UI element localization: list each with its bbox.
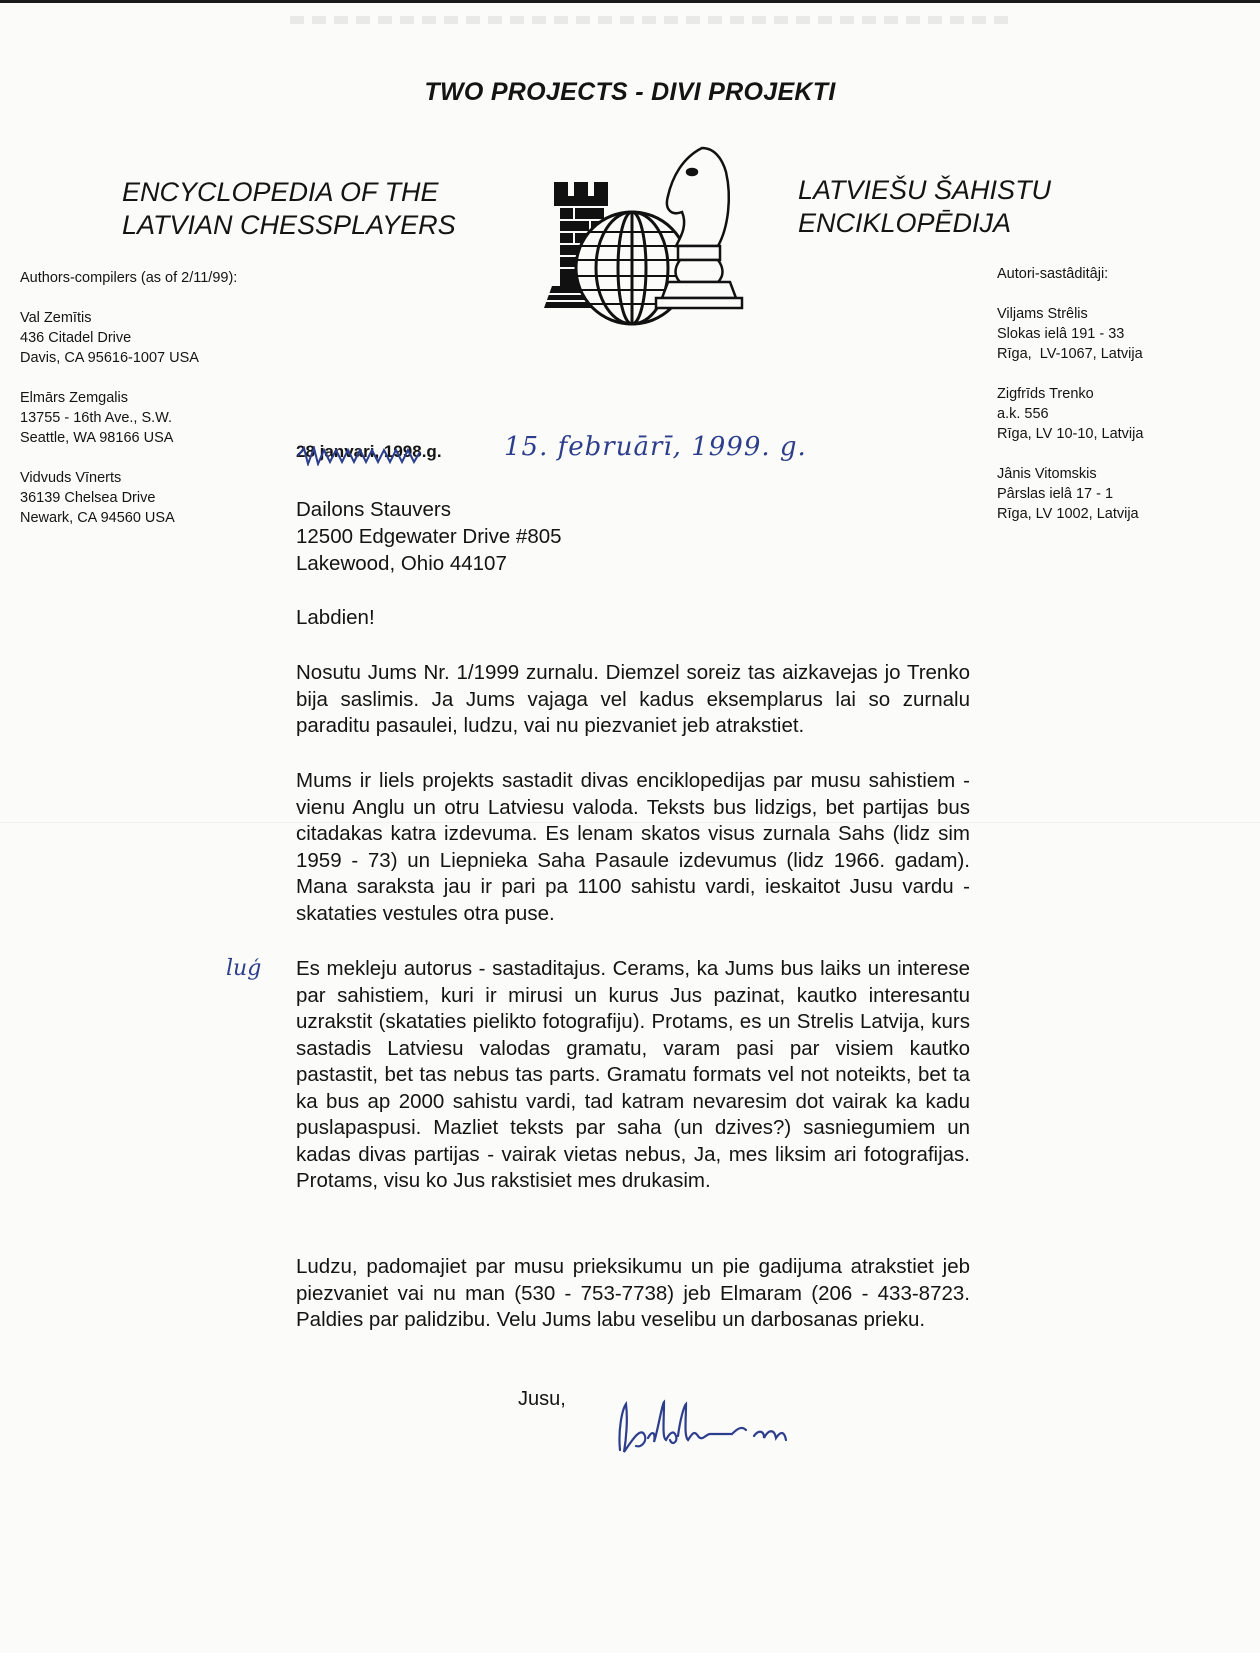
recipient-address xyxy=(296,496,970,577)
project-title-lv-line1: LATVIEŠU ŠAHISTU xyxy=(798,175,1052,205)
recipient-street: 12500 Edgewater Drive #805 xyxy=(296,525,562,548)
author-name: Val Zemītis xyxy=(20,310,92,326)
author-address-line1: Slokas ielâ 191 - 33 xyxy=(997,326,1125,342)
typed-date-struck: 28 janvari, 1998.g. xyxy=(296,442,442,461)
author-name: Jânis Vitomskis xyxy=(997,466,1097,482)
closing: Jusu, xyxy=(518,1388,566,1410)
author-name: Viljams Strêlis xyxy=(997,306,1088,322)
authors-heading: Authors-compilers (as of 2/11/99): xyxy=(20,270,238,286)
author-name: Zigfrīds Trenko xyxy=(997,386,1094,402)
author-name: Vidvuds Vīnerts xyxy=(20,470,122,486)
author-block xyxy=(20,308,237,368)
signature-icon xyxy=(614,1390,814,1460)
body-paragraph-2: Mums ir liels projekts sastadit divas enciklopedijas par musu sahistiem - vienu Anglu un otru Latviesu valoda. Teksts bus lidzigs, bet partijas bus citadakas katra izdevuma. Es lenam skatos visus zurnala Sahs (lidz sim 1959 - 73) un Liepnieka Saha Pasaule izdevumus (lidz 1966. gadam). Mana saraksta jau ir pari pa 1100 sahistu vardi, ieskaitot Jusu vardu - skataties vestules otra puse. xyxy=(296,769,970,925)
author-address-line2: Rīga, LV 1002, Latvija xyxy=(997,506,1139,522)
author-name: Elmārs Zemgalis xyxy=(20,390,128,406)
project-title-en-line1: ENCYCLOPEDIA OF THE xyxy=(122,177,439,207)
project-title-en-line2: LATVIAN CHESSPLAYERS xyxy=(122,210,456,240)
project-title-lv-line2: ENCIKLOPĒDIJA xyxy=(798,208,1012,238)
main-title: TWO PROJECTS - DIVI PROJEKTI xyxy=(424,78,836,106)
author-address-line2: Rīga, LV 10-10, Latvija xyxy=(997,426,1144,442)
authors-compilers-latvian xyxy=(997,264,1143,544)
recipient-city: Lakewood, Ohio 44107 xyxy=(296,552,507,575)
author-block xyxy=(997,304,1143,364)
author-address-line2: Davis, CA 95616-1007 USA xyxy=(20,350,199,366)
project-title-english xyxy=(122,176,456,242)
author-address-line2: Rīga, LV-1067, Latvija xyxy=(997,346,1143,362)
body-paragraph-1: Nosutu Jums Nr. 1/1999 zurnalu. Diemzel soreiz tas aizkavejas jo Trenko bija saslimis. Ja Jums vajaga vel kadus eksemplarus lai so zurnalu paraditu pasaulei, ludzu, vai nu piezvaniet jeb atrakstiet. xyxy=(296,661,970,737)
handwritten-date: 15. februārī, 1999. g. xyxy=(504,432,807,462)
author-address-line2: Seattle, WA 98166 USA xyxy=(20,430,174,446)
author-block xyxy=(997,384,1143,444)
author-address-line1: 36139 Chelsea Drive xyxy=(20,490,156,506)
body-paragraph-3: Es mekleju autorus - sastaditajus. Cerams, ka Jums bus laiks un interese par sahistiem, kuri ir mirusi un kurus Jus pazinat, kautko interesantu uzrakstit (skataties pielikto fotografiju). Protams, es un Strelis Latvija, kurs sastadis Latviesu valodas gramatu, varam pasi par visiem kautko pastastit, bet tas nebus tas parts. Gramatu formats vel not noteikts, bet ta ka bus ap 2000 sahistu vardi, tad katram nevaresim dot vairak ka kadu puslapaspusi. Mazliet teksts par saha (un dzives?) sasniegumiem un kadas divas partijas - vairak vietas nebus, Ja, mes liksim ari fotografijas. Protams, visu ko Jus rakstisiet mes drukasim. xyxy=(296,957,970,1192)
handwritten-margin-note: luģ xyxy=(226,956,262,981)
body-paragraph-4: Ludzu, padomajiet par musu prieksikumu un pie gadijuma atrakstiet jeb piezvaniet vai nu man (530 - 753-7738) jeb Elmaram (206 - 433-8723. Paldies par palidzibu. Velu Jums labu veselibu un darbosanas prieku. xyxy=(296,1255,970,1331)
recipient-name: Dailons Stauvers xyxy=(296,498,451,521)
bleed-through-text xyxy=(290,16,1010,24)
authors-heading: Autori-sastâditâji: xyxy=(997,266,1109,282)
project-title-latvian xyxy=(798,174,1051,240)
author-address-line1: Pârslas ielâ 17 - 1 xyxy=(997,486,1114,502)
author-address-line1: 13755 - 16th Ave., S.W. xyxy=(20,410,173,426)
strikethrough-scribble-icon xyxy=(296,446,424,466)
author-address-line2: Newark, CA 94560 USA xyxy=(20,510,175,526)
authors-compilers-english xyxy=(20,268,237,548)
author-address-line1: 436 Citadel Drive xyxy=(20,330,132,346)
author-block xyxy=(20,468,237,528)
author-block xyxy=(997,464,1143,524)
greeting: Labdien! xyxy=(296,606,375,629)
chess-logo-icon xyxy=(532,138,762,328)
author-block xyxy=(20,388,237,448)
scan-top-edge xyxy=(0,0,1260,3)
author-address-line1: a.k. 556 xyxy=(997,406,1049,422)
